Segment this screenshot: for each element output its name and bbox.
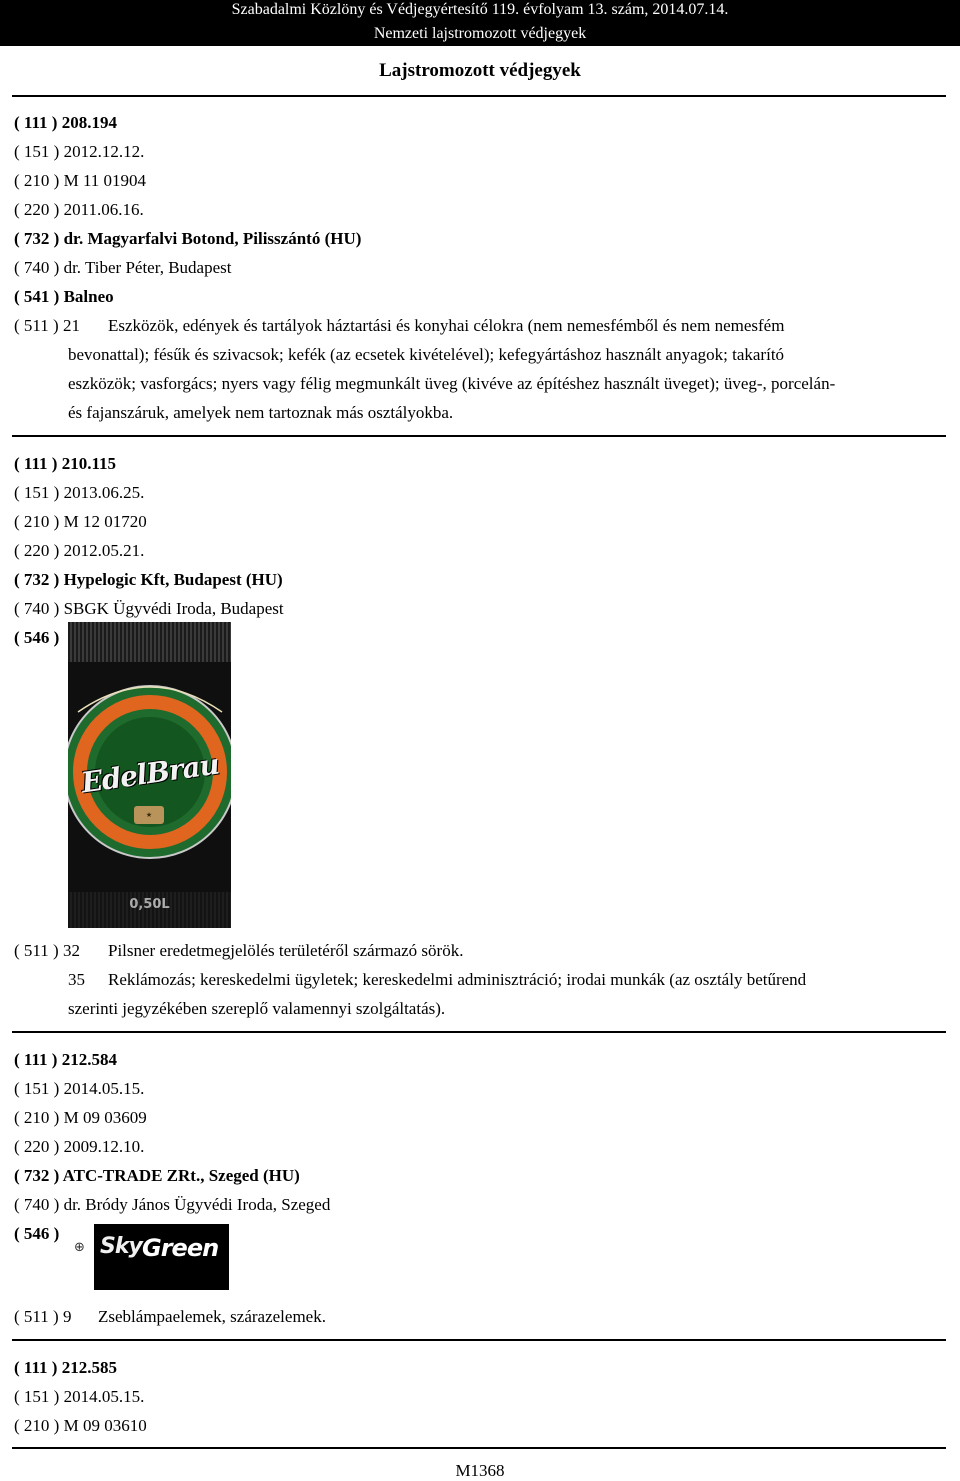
entry2-holder: ( 732 ) Hypelogic Kft, Budapest (HU)	[14, 570, 283, 589]
entry1-reg-number: ( 111 ) 208.194	[14, 113, 117, 132]
entry1-class-label: ( 511 ) 21	[14, 316, 80, 335]
entry2-app-date: ( 220 ) 2012.05.21.	[14, 541, 145, 560]
divider	[12, 1031, 946, 1033]
page-header	[0, 0, 960, 46]
entry2-class-label: ( 511 ) 32	[14, 941, 80, 960]
entry2-reg-date: ( 151 ) 2013.06.25.	[14, 483, 145, 502]
entry2-class35-line2: szerinti jegyzékében szereplő valamennyi szolgáltatás).	[68, 999, 446, 1018]
skygreen-logo-image	[72, 1220, 229, 1290]
entry3-representative: ( 740 ) dr. Bródy János Ügyvédi Iroda, Szeged	[14, 1195, 331, 1214]
registered-mark-icon: ⊕	[74, 1240, 85, 1255]
entry4-reg-number: ( 111 ) 212.585	[14, 1358, 117, 1377]
entry1-class-line2: bevonattal); fésűk és szivacsok; kefék (az ecsetek kivételével); kefegyártáshoz használt anyagok; takarító	[68, 345, 785, 364]
divider	[12, 435, 946, 437]
beer-volume: 0,50L	[129, 897, 170, 912]
entry3-class9-text: Zseblámpaelemek, szárazelemek.	[98, 1307, 326, 1326]
entry2-class35-line1: Reklámozás; kereskedelmi ügyletek; kereskedelmi adminisztráció; irodai munkák (az osztály betűrend	[108, 970, 807, 989]
beer-brand-name: EdelBrau	[79, 747, 221, 800]
entry1-reg-date: ( 151 ) 2012.12.12.	[14, 142, 145, 161]
entry1-mark-text: ( 541 ) Balneo	[14, 287, 114, 306]
entry3-app-date: ( 220 ) 2009.12.10.	[14, 1137, 145, 1156]
label-stripes-bottom	[68, 892, 231, 928]
journal-section: Nemzeti lajstromozott védjegyek	[373, 25, 587, 42]
entry1-class-line3: eszközök; vasforgács; nyers vagy félig megmunkált üveg (kivéve az építéshez használt üveget); üveg-, porcelán-	[68, 374, 836, 393]
logo-sky-text: Sky	[100, 1234, 142, 1259]
beer-label-image	[68, 622, 231, 928]
entry2-representative: ( 740 ) SBGK Ügyvédi Iroda, Budapest	[14, 599, 284, 618]
entry1-holder: ( 732 ) dr. Magyarfalvi Botond, Pilisszántó (HU)	[14, 229, 362, 248]
entry4-app-number: ( 210 ) M 09 03610	[14, 1416, 147, 1435]
entry1-representative: ( 740 ) dr. Tiber Péter, Budapest	[14, 258, 232, 277]
logo-green-text: Green	[142, 1234, 219, 1262]
entry2-reg-number: ( 111 ) 210.115	[14, 454, 117, 473]
entry2-class32-text: Pilsner eredetmegjelölés területéről származó sörök.	[108, 941, 464, 960]
entry2-mark-image-label: ( 546 )	[14, 628, 60, 647]
entry3-app-number: ( 210 ) M 09 03609	[14, 1108, 147, 1127]
journal-title: Szabadalmi Közlöny és Védjegyértesítő 119. évfolyam 13. szám, 2014.07.14.	[231, 1, 729, 18]
section-title: Lajstromozott védjegyek	[379, 60, 581, 81]
entry1-class-line1: Eszközök, edények és tartályok háztartási és konyhai célokra (nem nemesfémből és nem nemesfém	[108, 316, 785, 335]
entry1-class-line4: és fajanszáruk, amelyek nem tartoznak más osztályokba.	[68, 403, 454, 422]
entry1-app-date: ( 220 ) 2011.06.16.	[14, 200, 144, 219]
divider	[12, 1339, 946, 1341]
divider	[12, 95, 946, 97]
entry2-class35-code: 35	[68, 970, 85, 989]
entry4-reg-date: ( 151 ) 2014.05.15.	[14, 1387, 145, 1406]
beer-badge-icon: ★	[134, 806, 164, 824]
entry3-reg-date: ( 151 ) 2014.05.15.	[14, 1079, 145, 1098]
entry3-mark-image-label: ( 546 )	[14, 1224, 60, 1243]
entry3-reg-number: ( 111 ) 212.584	[14, 1050, 117, 1069]
entry1-app-number: ( 210 ) M 11 01904	[14, 171, 147, 190]
footer-divider	[12, 1447, 946, 1449]
entry3-class-label: ( 511 ) 9	[14, 1307, 72, 1326]
entry3-holder: ( 732 ) ATC-TRADE ZRt., Szeged (HU)	[14, 1166, 300, 1185]
page-number: M1368	[455, 1461, 505, 1480]
entry2-app-number: ( 210 ) M 12 01720	[14, 512, 147, 531]
